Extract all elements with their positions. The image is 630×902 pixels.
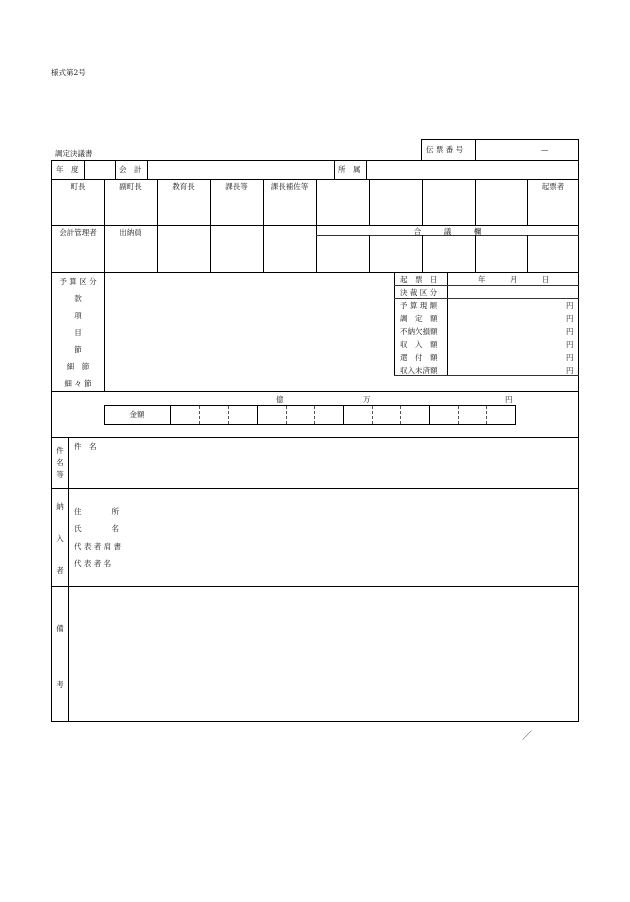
council-label: 合 議 欄 <box>413 227 482 236</box>
approver-mayor: 町長 <box>70 182 86 191</box>
form-id: 様式第2号 <box>51 68 86 77</box>
approver-superintendent: 教育長 <box>172 182 195 191</box>
yen-unit-6: 円 <box>566 366 574 375</box>
slip-number-label: 伝 票 番 号 <box>426 145 464 154</box>
approver-section-chief: 課長等 <box>225 182 248 191</box>
form-title: 調定決議書 <box>55 149 93 158</box>
payer-side-1: 納 <box>56 502 64 511</box>
main-form-frame <box>51 160 579 722</box>
remarks-side-1: 備 <box>56 624 64 633</box>
yen-unit-1: 円 <box>566 301 574 310</box>
yen-unit-2: 円 <box>566 314 574 323</box>
date-day-unit: 日 <box>542 275 550 284</box>
payer-name-label: 氏 名 <box>74 524 119 533</box>
date-year-unit: 年 <box>478 275 486 284</box>
yen-unit-3: 円 <box>566 327 574 336</box>
payer-side-3: 者 <box>56 566 64 575</box>
budget-kou-label: 項 <box>74 311 82 320</box>
payer-address-label: 住 所 <box>74 507 119 516</box>
remarks-side-2: 考 <box>56 680 64 689</box>
treasurer-label: 会計管理者 <box>59 228 97 237</box>
subject-side-3: 等 <box>56 470 64 479</box>
assessed-amount-label: 調 定 額 <box>400 314 438 323</box>
subject-side-2: 名 <box>56 458 64 467</box>
payer-rep-title-label: 代 表 者 肩 書 <box>74 542 122 551</box>
revenue-amount-label: 収 入 額 <box>400 340 438 349</box>
budget-class-label: 予 算 区 分 <box>59 277 97 286</box>
year-label: 年 度 <box>56 165 79 174</box>
approver-assistant-chief: 課長補佐等 <box>270 182 309 191</box>
budget-saisaisetsu-label: 細 々 節 <box>64 379 92 388</box>
budget-saisetsu-label: 細 節 <box>66 362 90 371</box>
date-month-unit: 月 <box>510 275 518 284</box>
unit-yen: 円 <box>505 395 513 404</box>
budget-setsu-label: 節 <box>74 345 82 354</box>
payer-side-2: 入 <box>56 534 64 543</box>
unpaid-amount-label: 収入未済額 <box>400 366 438 375</box>
account-label: 会 計 <box>119 165 142 174</box>
payer-rep-name-label: 代 表 者 名 <box>74 559 112 568</box>
budget-current-label: 予 算 現 額 <box>400 301 438 310</box>
yen-unit-4: 円 <box>566 340 574 349</box>
approver-deputy-mayor: 副町長 <box>119 182 142 191</box>
unit-oku: 億 <box>276 395 284 404</box>
budget-moku-label: 目 <box>74 328 82 337</box>
budget-kan-label: 款 <box>74 294 82 303</box>
draft-date-label: 起 票 日 <box>400 275 438 284</box>
footer-mark: ／ <box>522 731 532 742</box>
slip-number-value[interactable]: — <box>541 145 549 154</box>
subject-label: 件 名 <box>74 442 97 451</box>
drafter-label: 起票者 <box>541 182 565 191</box>
subject-side-1: 件 <box>56 446 64 455</box>
amount-label: 金額 <box>129 410 145 419</box>
yen-unit-5: 円 <box>566 353 574 362</box>
uncollectible-label: 不納欠損額 <box>400 327 438 336</box>
cashier-label: 出納員 <box>119 228 142 237</box>
refund-amount-label: 還 付 額 <box>400 353 438 362</box>
unit-man: 万 <box>363 395 371 404</box>
department-label: 所 属 <box>338 165 361 174</box>
decision-class-label: 決 裁 区 分 <box>400 288 438 297</box>
